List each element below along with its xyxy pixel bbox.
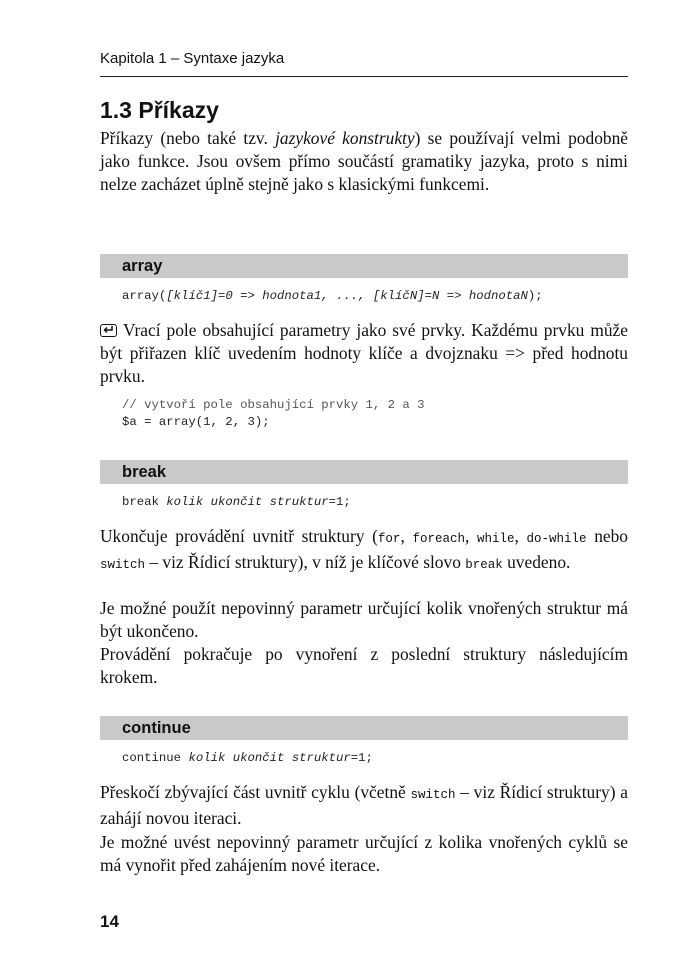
intro-italic-term: jazykové konstrukty xyxy=(275,128,415,148)
syntax-function: continue xyxy=(122,751,182,765)
inline-code: foreach xyxy=(412,532,465,546)
entry-header-array xyxy=(100,254,628,278)
description-text: – viz Řídicí struktury) a zahájí novou iteraci. xyxy=(100,782,628,828)
entry-header-break xyxy=(100,460,628,484)
running-head: Kapitola 1 – Syntaxe jazyka xyxy=(100,50,628,77)
inline-code: switch xyxy=(410,788,456,802)
syntax-punct: ); xyxy=(527,289,543,303)
description-text: Ukončuje provádění uvnitř struktury ( xyxy=(100,526,378,546)
syntax-break xyxy=(122,495,351,509)
entry-name-continue: continue xyxy=(122,719,191,737)
syntax-argument: kolik ukončit struktur xyxy=(166,495,329,509)
description-continue xyxy=(100,781,628,830)
section-intro xyxy=(100,127,628,196)
inline-code: for xyxy=(377,532,401,546)
syntax-array xyxy=(122,289,543,303)
entry-header-continue xyxy=(100,716,628,740)
description-text: nebo xyxy=(586,526,628,546)
section-title: 1.3 Příkazy xyxy=(100,97,219,123)
separator: , xyxy=(514,526,527,546)
example-code-array: $a = array(1, 2, 3); xyxy=(122,415,270,429)
description-break xyxy=(100,525,628,577)
syntax-default: =1; xyxy=(328,495,351,509)
inline-code: while xyxy=(476,532,515,546)
syntax-argument: kolik ukončit struktur xyxy=(188,751,351,765)
separator: , xyxy=(464,526,477,546)
syntax-default: =1; xyxy=(350,751,373,765)
example-comment-array: // vytvoří pole obsahující prvky 1, 2 a 3 xyxy=(122,398,425,412)
description-continue-optional: Je možné uvést nepovinný parametr určující z kolika vnořených cyklů se má vynořit před zahájením nové iterace. xyxy=(100,832,628,875)
description-text: Vrací pole obsahující parametry jako své prvky. Každému prvku může být přiřazen klíč uvedením hodnoty klíče a dvojznaku => před hodnotu prvku. xyxy=(100,320,628,386)
entry-name-array: array xyxy=(122,257,163,275)
description-break-continuation: Provádění pokračuje po vynoření z poslední struktury následujícím krokem. xyxy=(100,644,628,687)
inline-code: break xyxy=(465,558,503,572)
syntax-punct: ( xyxy=(158,289,167,303)
return-value-icon xyxy=(100,324,117,337)
intro-text-continued: ) se používají velmi podobně jako funkce. Jsou ovšem přímo součástí gramatiky jazyka, proto s nimi nelze zacházet úplně stejně jako s klasickými funkcemi. xyxy=(100,128,629,194)
syntax-function: break xyxy=(122,495,159,509)
description-text: uvedeno. xyxy=(502,552,571,572)
inline-code: switch xyxy=(100,558,146,572)
description-text: – viz Řídicí struktury), v níž je klíčové slovo xyxy=(145,552,466,572)
inline-code: do-while xyxy=(526,532,587,546)
description-break-optional: Je možné použít nepovinný parametr určující kolik vnořených struktur má být ukončeno. xyxy=(100,598,628,641)
description-text: Přeskočí zbývající část uvnitř cyklu (včetně xyxy=(100,782,411,802)
intro-text: Příkazy (nebo také tzv. xyxy=(100,128,276,148)
syntax-function: array xyxy=(122,289,159,303)
page-number: 14 xyxy=(100,912,119,931)
entry-name-break: break xyxy=(122,463,167,481)
syntax-arguments: [klíč1]=0 => hodnota1, ..., [klíčN]=N => hodnotaN xyxy=(166,289,528,303)
separator: , xyxy=(400,526,413,546)
description-array xyxy=(100,319,628,388)
syntax-continue xyxy=(122,751,373,765)
